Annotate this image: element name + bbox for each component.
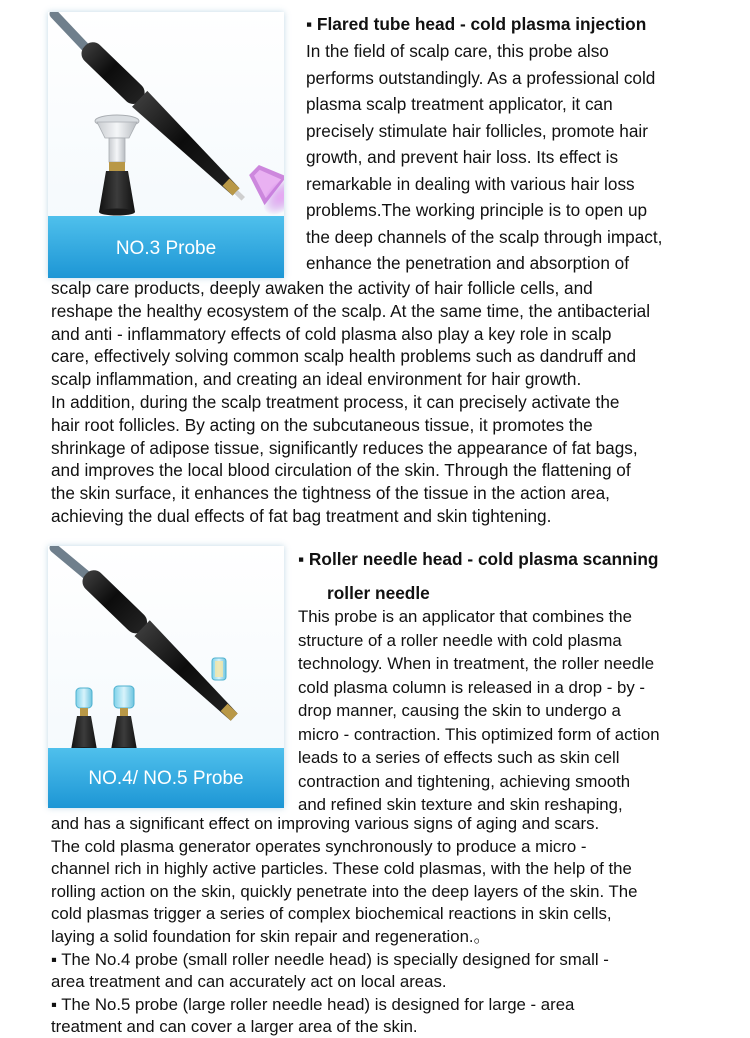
text-line: In addition, during the scalp treatment process, it can precisely activate the [51,392,620,412]
text-line: and refined skin texture and skin reshaping, [298,795,623,814]
text-line: enhance the penetration and absorption of [306,253,629,273]
text-line: achieving the dual effects of fat bag treatment and skin tightening. [51,506,552,526]
text-line: growth, and prevent hair loss. Its effect is [306,147,619,167]
text-line: scalp care products, deeply awaken the activity of hair follicle cells, and [51,278,593,298]
text-line: rolling action on the skin, quickly penetrate into the deep layers of the skin. The [51,881,638,901]
text-line: The cold plasma generator operates synchronously to produce a micro - [51,836,587,856]
probe-no4-no5-card [48,546,284,808]
text-line: structure of a roller needle with cold plasma [298,630,622,650]
text-line: and anti - inflammatory effects of cold plasma also play a key role in scalp [51,323,612,344]
probe-no4-no5-label: NO.4/ NO.5 Probe [48,748,284,808]
text-line: area treatment and can accurately act on local areas. [51,972,447,992]
text-line: ▪ The No.4 probe (small roller needle head) is specially designed for small - [51,949,609,969]
text-line: technology. When in treatment, the roller needle [298,654,655,673]
text-line: problems.The working principle is to open up [306,200,648,220]
text-line: drop manner, causing the skin to undergo a [298,701,621,720]
text-line: laying a solid foundation for skin repair and regeneration.。 [51,927,491,946]
text-line: and has a significant effect on improving various signs of aging and scars. [51,814,600,833]
text-line: ▪ The No.5 probe (large roller needle head) is designed for large - area [51,994,575,1014]
probe-no3-card [48,12,284,278]
text-line: performs outstandingly. As a professional cold [306,67,656,88]
text-line: remarkable in dealing with various hair loss [306,173,635,194]
text-line: the deep channels of the scalp through impact, [306,226,663,247]
text-line: the skin surface, it enhances the tightness of the tissue in the action area, [51,483,610,504]
text-line: micro - contraction. This optimized form of action [298,724,660,744]
text-line: plasma scalp treatment applicator, it can [306,94,613,114]
text-line: channel rich in highly active particles. These cold plasmas, with the help of the [51,859,632,879]
probe-no3-label: NO.3 Probe [48,216,284,278]
text-line: scalp inflammation, and creating an ideal environment for hair growth. [51,369,582,390]
text-line: shrinkage of adipose tissue, significantly reduces the appearance of fat bags, [51,437,638,458]
text-line: reshape the healthy ecosystem of the scalp. At the same time, the antibacterial [51,300,651,321]
text-line: contraction and tightening, achieving smooth [298,771,631,791]
text-line: In the field of scalp care, this probe also [306,41,609,61]
text-line: leads to a series of effects such as skin cell [298,748,620,767]
text-line: This probe is an applicator that combines the [298,607,632,626]
text-line: cold plasma column is released in a drop - by - [298,677,645,697]
text-line: precisely stimulate hair follicles, promote hair [306,120,648,141]
roller-needle-heading-line2: roller needle [327,583,430,603]
text-line: treatment and can cover a larger area of the skin. [51,1017,418,1037]
roller-needle-heading-line1: ▪ Roller needle head - cold plasma scanning [298,549,659,569]
text-line: cold plasmas trigger a series of complex biochemical reactions in skin cells, [51,904,612,924]
text-line: hair root follicles. By acting on the subcutaneous tissue, it promotes the [51,414,593,435]
text-line: care, effectively solving common scalp health problems such as dandruff and [51,346,637,367]
flared-tube-heading: ▪ Flared tube head - cold plasma injection [306,14,647,34]
text-line: and improves the local blood circulation of the skin. Through the flattening of [51,460,631,481]
